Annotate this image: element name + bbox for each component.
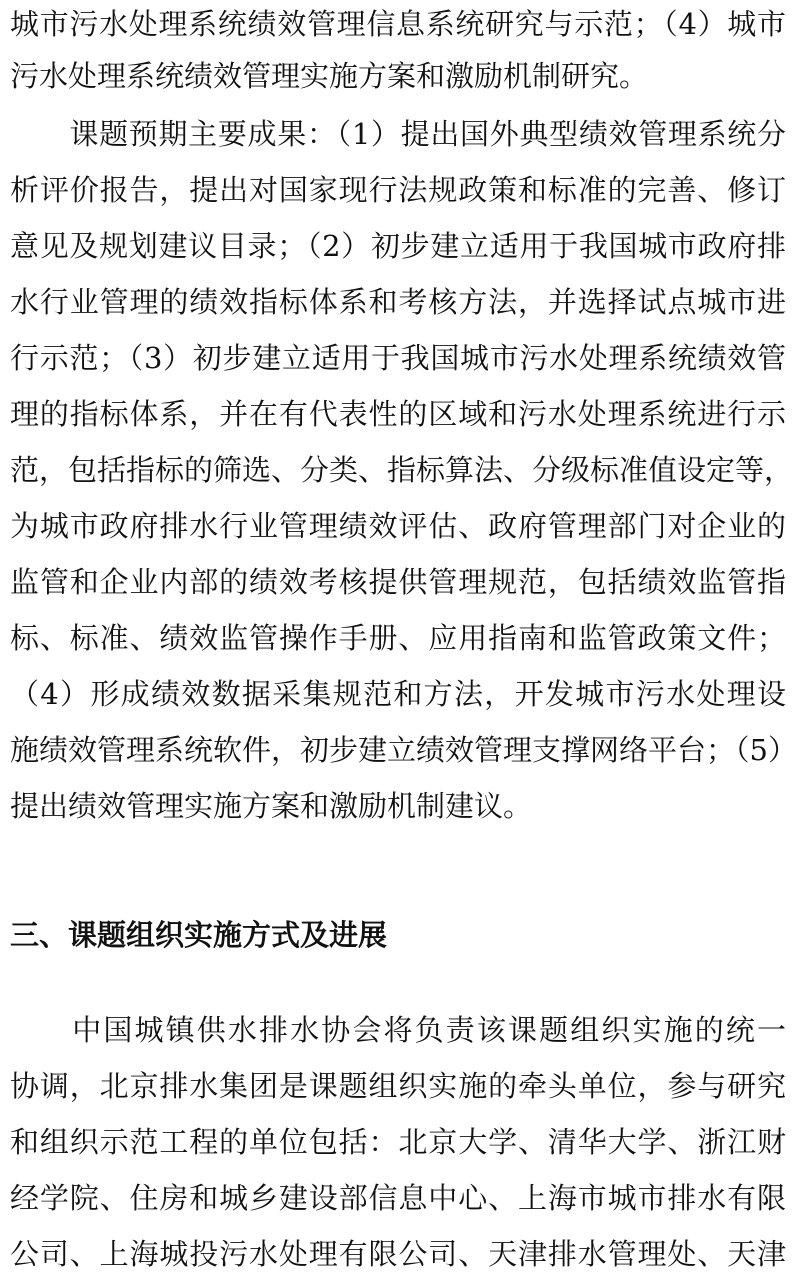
paragraph-line: 课题预期主要成果：（1）提出国外典型绩效管理系统分 xyxy=(10,117,786,151)
section-heading: 三、课题组织实施方式及进展 xyxy=(10,918,388,952)
paragraph-line: 范，包括指标的筛选、分类、指标算法、分级标准值设定等， xyxy=(10,453,794,487)
paragraph-line: 标、标准、绩效监管操作手册、应用指南和监管政策文件； xyxy=(10,621,786,655)
paragraph-line: （4）形成绩效数据采集规范和方法，开发城市污水处理设 xyxy=(10,677,786,711)
paragraph-line: 提出绩效管理实施方案和激励机制建议。 xyxy=(10,789,533,823)
paragraph-line: 施绩效管理系统软件，初步建立绩效管理支撑网络平台；（5） xyxy=(10,733,797,767)
paragraph-line: 监管和企业内部的绩效考核提供管理规范，包括绩效监管指 xyxy=(10,565,786,599)
paragraph-line: 污水处理系统绩效管理实施方案和激励机制研究。 xyxy=(10,59,649,93)
paragraph-line: 中国城镇供水排水协会将负责该课题组织实施的统一 xyxy=(10,1013,786,1047)
paragraph-line: 意见及规划建议目录；（2）初步建立适用于我国城市政府排 xyxy=(10,229,786,263)
paragraph-line: 理的指标体系，并在有代表性的区域和污水处理系统进行示 xyxy=(10,397,786,431)
paragraph-line: 经学院、住房和城乡建设部信息中心、上海市城市排水有限 xyxy=(10,1181,786,1215)
paragraph-line: 和组织示范工程的单位包括：北京大学、清华大学、浙江财 xyxy=(10,1125,786,1159)
paragraph-line: 协调，北京排水集团是课题组织实施的牵头单位，参与研究 xyxy=(10,1069,786,1103)
paragraph-line: 公司、上海城投污水处理有限公司、天津排水管理处、天津 xyxy=(10,1237,786,1271)
paragraph-line: 析评价报告，提出对国家现行法规政策和标准的完善、修订 xyxy=(10,173,786,207)
paragraph-line: 行示范；（3）初步建立适用于我国城市污水处理系统绩效管 xyxy=(10,341,786,375)
paragraph-line: 城市污水处理系统绩效管理信息系统研究与示范；（4）城市 xyxy=(10,7,786,41)
paragraph-line: 水行业管理的绩效指标体系和考核方法，并选择试点城市进 xyxy=(10,285,786,319)
paragraph-line: 为城市政府排水行业管理绩效评估、政府管理部门对企业的 xyxy=(10,509,786,543)
